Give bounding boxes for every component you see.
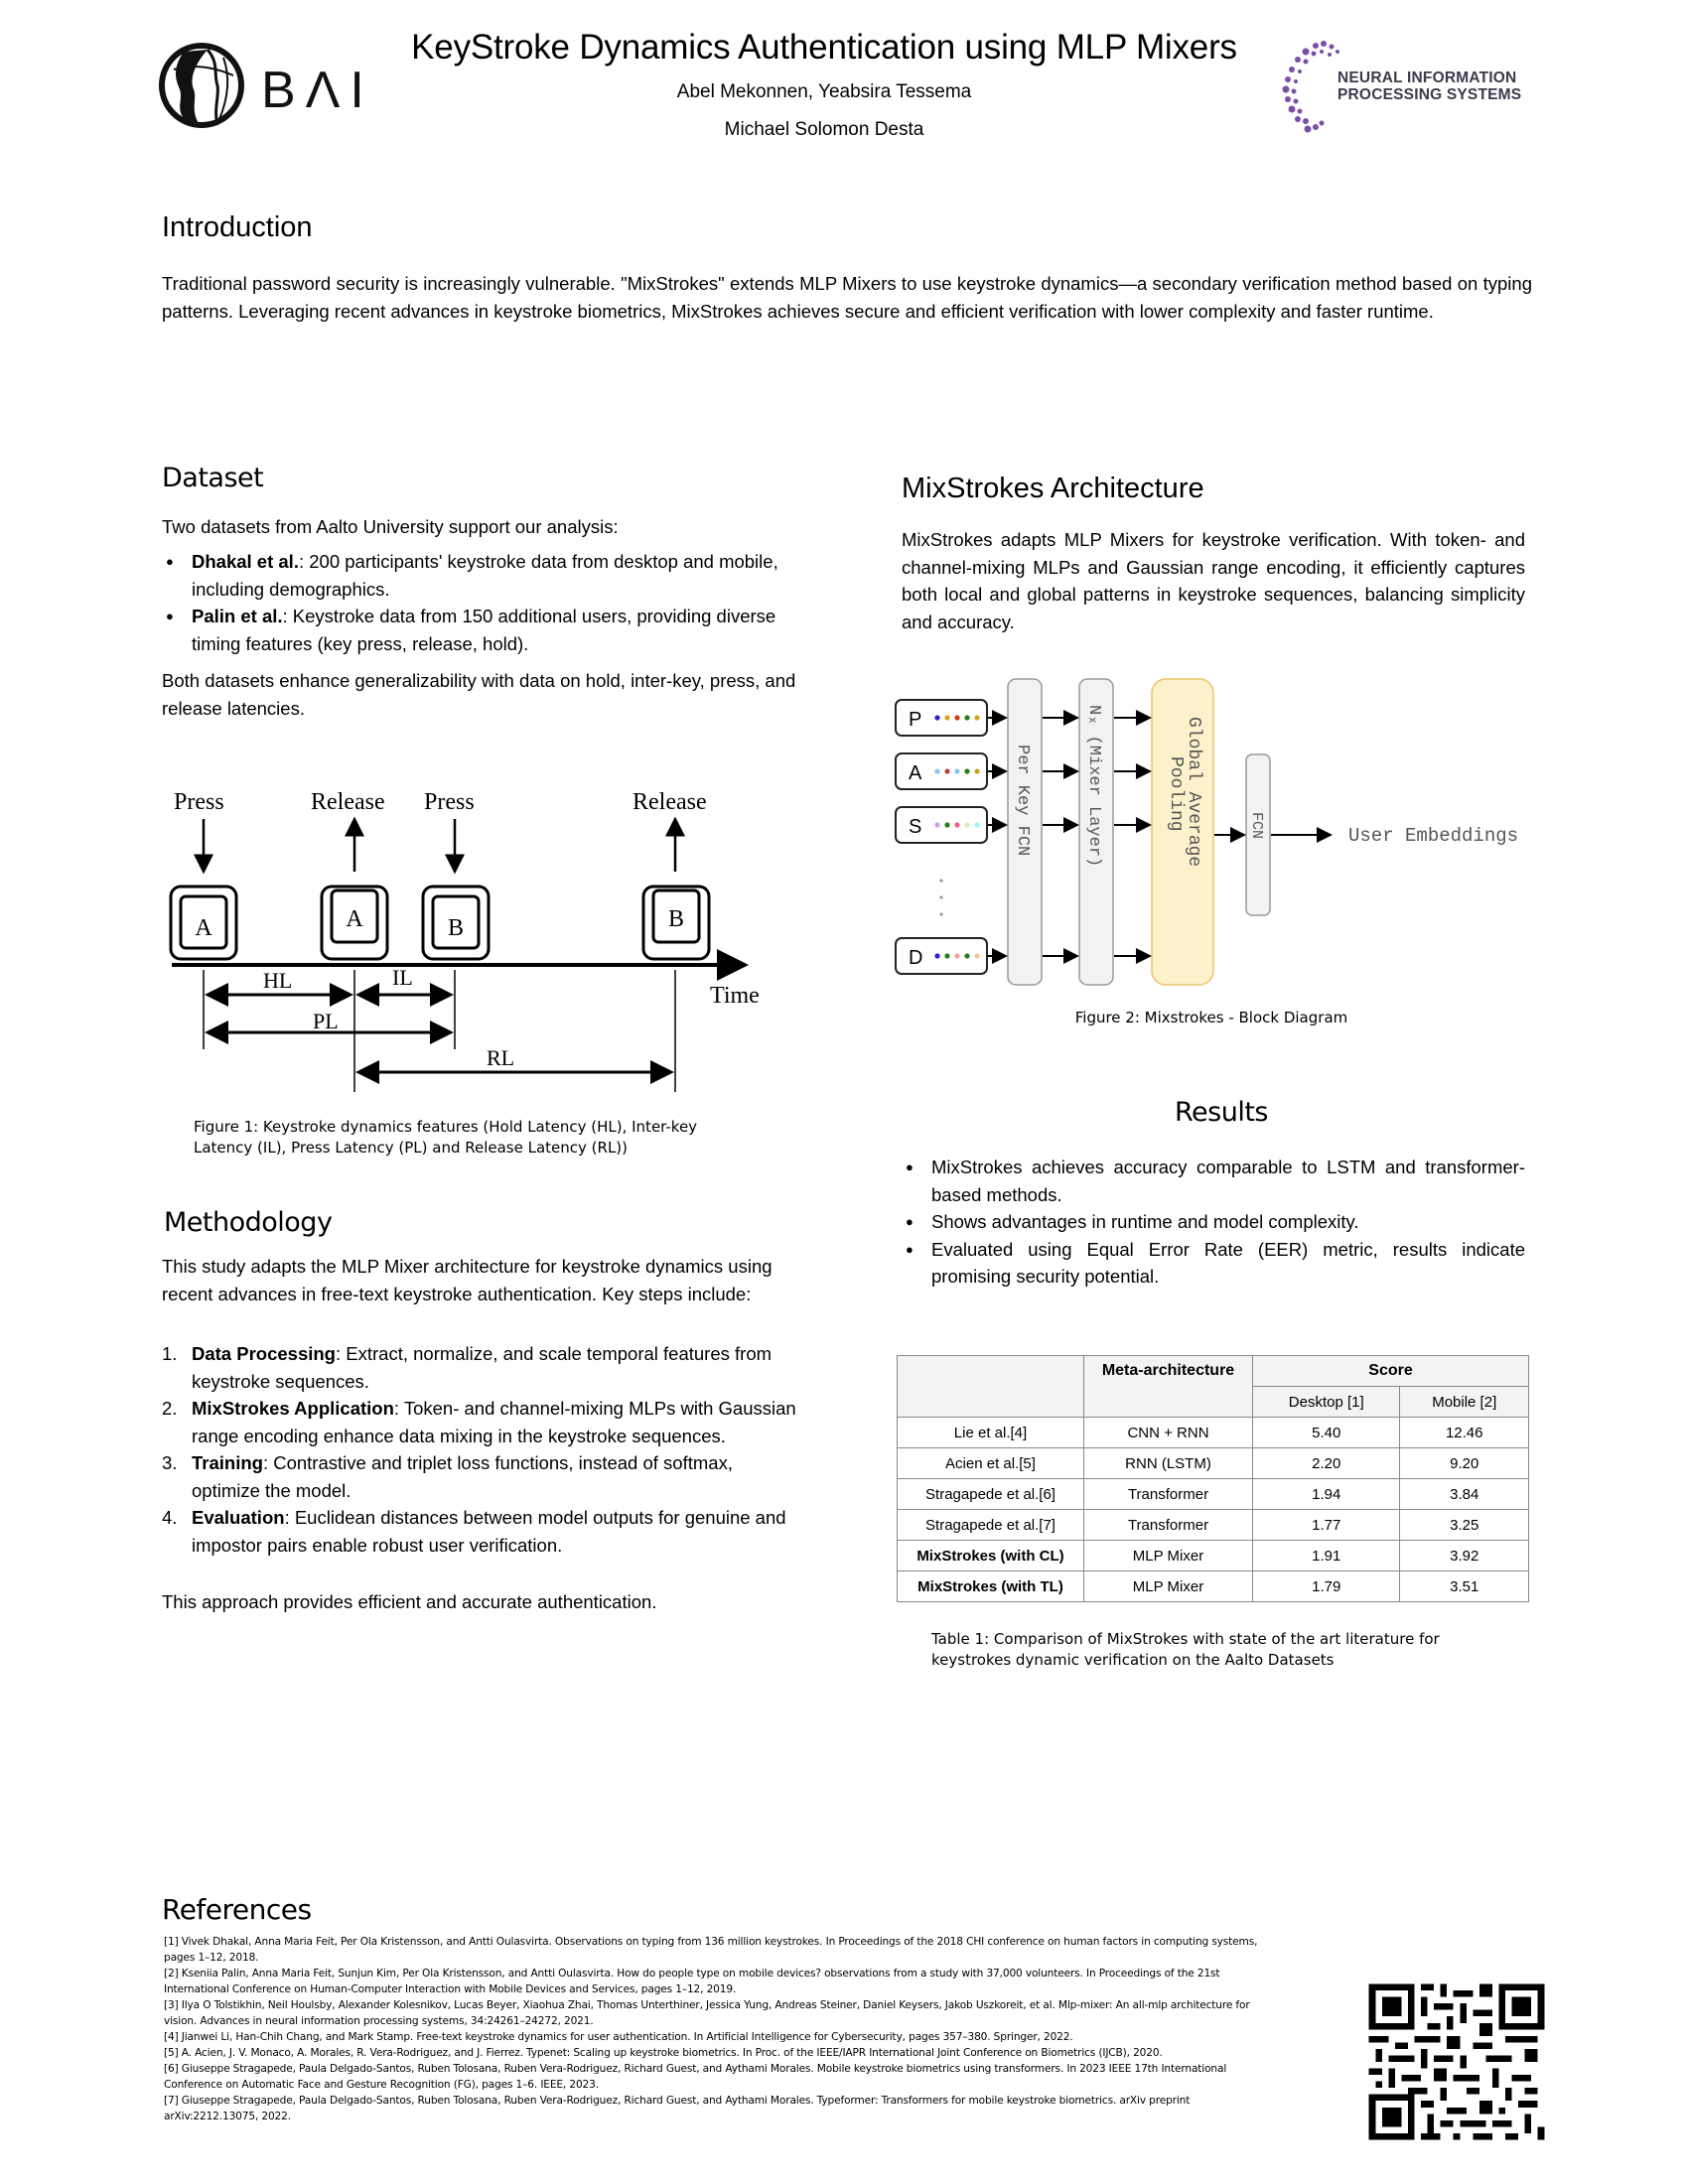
pl-label: PL bbox=[313, 1009, 339, 1033]
il-label: IL bbox=[392, 965, 413, 990]
list-item bbox=[162, 1449, 797, 1504]
mobile-score: 3.84 bbox=[1400, 1479, 1529, 1510]
key-a-pressed: A bbox=[195, 915, 212, 941]
meta-cell: RNN (LSTM) bbox=[1084, 1448, 1253, 1479]
mobile-header: Mobile [2] bbox=[1400, 1387, 1529, 1418]
neurips-logo bbox=[1276, 38, 1544, 137]
step-title: Data Processing bbox=[192, 1343, 336, 1364]
step-desc: : Extract, normalize, and scale temporal features from keystroke sequences. bbox=[192, 1343, 773, 1392]
list-item: ● Evaluated using Equal Error Rate (EER) metric, results indicate promising security potential. bbox=[902, 1236, 1525, 1291]
step-number: 2. bbox=[162, 1398, 178, 1419]
introduction-text: Traditional password security is increasingly vulnerable. "MixStrokes" extends MLP Mixers to use keystroke dynamics—a secondary verification method based on typing patterns. Leveraging recent advances in keystroke biometrics, MixStrokes achieves secure and efficient verification with lower complexity and faster runtime. bbox=[162, 273, 1532, 322]
step-desc: : Token- and channel-mixing MLPs with Gaussian range encoding enhance data mixing in the keystroke sequences. bbox=[192, 1398, 796, 1446]
references-list bbox=[164, 1934, 1281, 2124]
table-row bbox=[898, 1571, 1529, 1602]
input-key-s: S bbox=[909, 816, 922, 838]
architecture-heading: MixStrokes Architecture bbox=[902, 473, 1204, 504]
list-item bbox=[162, 1504, 797, 1559]
gap-label-line1: Global Average bbox=[1184, 717, 1203, 868]
method-cell: MixStrokes (with TL) bbox=[898, 1571, 1084, 1602]
methodology-steps bbox=[162, 1340, 797, 1559]
bai-logo bbox=[154, 40, 382, 134]
dataset-closing: Both datasets enhance generalizability with data on hold, inter-key, press, and release latencies. bbox=[162, 670, 796, 719]
mobile-score: 9.20 bbox=[1400, 1448, 1529, 1479]
step-number: 3. bbox=[162, 1452, 178, 1473]
list-item bbox=[162, 1340, 797, 1395]
table-row bbox=[898, 1418, 1529, 1448]
rl-label: RL bbox=[487, 1045, 515, 1070]
time-label: Time bbox=[710, 983, 760, 1009]
step-desc: : Contrastive and triplet loss functions, instead of softmax, optimize the model. bbox=[192, 1452, 733, 1501]
table-1-caption: Table 1: Comparison of MixStrokes with state of the art literature for keystrokes dynamic verification on the Aalto Datasets bbox=[931, 1630, 1440, 1669]
meta-cell: MLP Mixer bbox=[1084, 1541, 1253, 1571]
reference-item: [4] Jianwei Li, Han-Chih Chang, and Mark Stamp. Free-text keystroke dynamics for user authentication. In Artificial Intelligence for Cybersecurity, pages 357–380. Springer, 2022. bbox=[164, 2031, 1073, 2043]
neurips-line-1: NEURAL INFORMATION bbox=[1337, 69, 1517, 86]
reference-item: [3] Ilya O Tolstikhin, Neil Houlsby, Alexander Kolesnikov, Lucas Beyer, Xiaohua Zhai, Thomas Unterthiner, Jessica Yung, Andreas Steiner, Daniel Keysers, Jakob Uszkoreit, et al. Mlp-mixer: An all-mlp architecture for vision. Advances in neural information processing systems, 34:24261–24272, 2021. bbox=[164, 1999, 1250, 2027]
key-a-released: A bbox=[346, 906, 363, 932]
dataset-desc: : 200 participants' keystroke data from desktop and mobile, including demographics. bbox=[192, 551, 778, 600]
method-cell: Acien et al.[5] bbox=[898, 1448, 1084, 1479]
meta-cell: Transformer bbox=[1084, 1479, 1253, 1510]
fcn-label: FCN bbox=[1248, 812, 1265, 840]
list-item: ● Shows advantages in runtime and model complexity. bbox=[902, 1208, 1525, 1236]
release-label: Release bbox=[311, 789, 385, 815]
press-label: Press bbox=[174, 789, 224, 815]
table-row bbox=[898, 1541, 1529, 1571]
mobile-score: 3.25 bbox=[1400, 1510, 1529, 1541]
step-title: Training bbox=[192, 1452, 263, 1473]
qr-code[interactable] bbox=[1362, 1978, 1551, 2146]
press-label: Press bbox=[424, 789, 475, 815]
dataset-desc: : Keystroke data from 150 additional users, providing diverse timing features (key press, release, hold). bbox=[192, 606, 776, 654]
comparison-table bbox=[897, 1355, 1529, 1602]
method-cell: MixStrokes (with CL) bbox=[898, 1541, 1084, 1571]
table-row bbox=[898, 1510, 1529, 1541]
references-heading: References bbox=[162, 1893, 312, 1926]
authors-line-1: Abel Mekonnen, Yeabsira Tessema bbox=[676, 81, 972, 102]
step-number: 4. bbox=[162, 1507, 178, 1528]
release-label: Release bbox=[633, 789, 707, 815]
architecture-text: MixStrokes adapts MLP Mixers for keystroke verification. With token- and channel-mixing MLPs and Gaussian range encoding, it efficiently captures both local and global patterns in keystroke sequences, balancing simplicity and accuracy. bbox=[902, 529, 1525, 632]
input-key-p: P bbox=[909, 709, 922, 731]
desktop-score: 1.79 bbox=[1253, 1571, 1400, 1602]
desktop-header: Desktop [1] bbox=[1253, 1387, 1400, 1418]
svg-text:BΛI: BΛI bbox=[261, 62, 374, 119]
meta-cell: Transformer bbox=[1084, 1510, 1253, 1541]
per-key-fcn-label: Per Key FCN bbox=[1013, 745, 1032, 857]
neurips-line-2: PROCESSING SYSTEMS bbox=[1337, 86, 1522, 103]
key-b-pressed: B bbox=[447, 915, 465, 941]
reference-item: [5] A. Acien, J. V. Monaco, A. Morales, R. Vera-Rodriguez, and J. Fierrez. Typenet: Scaling up keystroke biometrics. In Proc. of the IEEE/IAPR International Joint Conference on Biometrics (IJCB), 2020. bbox=[164, 2047, 1163, 2059]
neurips-logo-icon bbox=[1276, 38, 1345, 137]
step-desc: : Euclidean distances between model outputs for genuine and impostor pairs enable robust user verification. bbox=[192, 1507, 786, 1556]
meta-cell: MLP Mixer bbox=[1084, 1571, 1253, 1602]
list-item bbox=[162, 603, 797, 657]
figure-1-caption: Figure 1: Keystroke dynamics features (Hold Latency (HL), Inter-key Latency (IL), Press Latency (PL) and Release Latency (RL)) bbox=[194, 1118, 698, 1157]
results-heading: Results bbox=[1175, 1097, 1268, 1128]
step-title: Evaluation bbox=[192, 1507, 285, 1528]
method-cell: Stragapede et al.[6] bbox=[898, 1479, 1084, 1510]
methodology-closing: This approach provides efficient and accurate authentication. bbox=[162, 1591, 657, 1612]
desktop-score: 1.94 bbox=[1253, 1479, 1400, 1510]
methodology-heading: Methodology bbox=[164, 1207, 333, 1238]
qr-code-icon bbox=[1362, 1978, 1551, 2146]
dataset-list bbox=[162, 548, 797, 657]
list-item bbox=[162, 548, 797, 603]
poster-title: KeyStroke Dynamics Authentication using MLP Mixers bbox=[411, 28, 1237, 67]
user-embeddings-label: User Embeddings bbox=[1348, 825, 1519, 847]
key-b-released: B bbox=[667, 906, 685, 932]
hl-label: HL bbox=[263, 968, 293, 993]
reference-item: [2] Kseniia Palin, Anna Maria Feit, Sunjun Kim, Per Ola Kristensson, and Antti Oulasvirta. How do people type on mobile devices? observations from a study with 37,000 volunteers. In Proceedings of the 21st International Conference on Human-Computer Interaction with Mobile Devices and Services, pages 1–12, 2019. bbox=[164, 1968, 1220, 1995]
desktop-score: 1.91 bbox=[1253, 1541, 1400, 1571]
introduction-heading: Introduction bbox=[162, 211, 313, 243]
mobile-score: 12.46 bbox=[1400, 1418, 1529, 1448]
desktop-score: 1.77 bbox=[1253, 1510, 1400, 1541]
mobile-score: 3.92 bbox=[1400, 1541, 1529, 1571]
desktop-score: 2.20 bbox=[1253, 1448, 1400, 1479]
reference-item: [7] Giuseppe Stragapede, Paula Delgado-Santos, Ruben Tolosana, Ruben Vera-Rodriguez, Richard Guest, and Aythami Morales. Typeformer: Transformers for mobile keystroke biometrics. arXiv preprint arXiv:2212.13075, 2022. bbox=[164, 2095, 1191, 2122]
dataset-name: Dhakal et al. bbox=[192, 551, 299, 572]
dataset-name: Palin et al. bbox=[192, 606, 283, 626]
table-row bbox=[898, 1479, 1529, 1510]
method-cell: Stragapede et al.[7] bbox=[898, 1510, 1084, 1541]
results-list bbox=[902, 1154, 1525, 1291]
list-item bbox=[162, 1395, 797, 1449]
reference-item: [1] Vivek Dhakal, Anna Maria Feit, Per Ola Kristensson, and Antti Oulasvirta. Observations on typing from 136 million keystrokes. In Proceedings of the 2018 CHI conference on human factors in computing systems, pages 1–12, 2018. bbox=[164, 1936, 1258, 1964]
input-key-d: D bbox=[909, 947, 923, 969]
mixstrokes-block-diagram bbox=[894, 675, 1529, 993]
desktop-score: 5.40 bbox=[1253, 1418, 1400, 1448]
keystroke-timing-figure bbox=[164, 774, 779, 1092]
gap-label-line2: Pooling bbox=[1166, 756, 1186, 832]
mixer-layer-label: Nₓ (Mixer Layer) bbox=[1084, 705, 1103, 868]
authors-line-2: Michael Solomon Desta bbox=[724, 119, 924, 140]
meta-architecture-header: Meta-architecture bbox=[1084, 1356, 1253, 1418]
input-key-a: A bbox=[909, 762, 922, 784]
table-row bbox=[898, 1448, 1529, 1479]
list-item: ● MixStrokes achieves accuracy comparable to LSTM and transformer-based methods. bbox=[902, 1154, 1525, 1208]
score-header: Score bbox=[1253, 1356, 1529, 1387]
dataset-lead: Two datasets from Aalto University support our analysis: bbox=[162, 516, 619, 537]
reference-item: [6] Giuseppe Stragapede, Paula Delgado-Santos, Ruben Tolosana, Ruben Vera-Rodriguez, Richard Guest, and Aythami Morales. Mobile keystroke biometrics using transformers. In 2023 IEEE 17th International Conference on Automatic Face and Gesture Recognition (FG), pages 1–6. IEEE, 2023. bbox=[164, 2063, 1227, 2091]
method-column-header bbox=[898, 1356, 1084, 1418]
method-cell: Lie et al.[4] bbox=[898, 1418, 1084, 1448]
mobile-score: 3.51 bbox=[1400, 1571, 1529, 1602]
methodology-lead: This study adapts the MLP Mixer architecture for keystroke dynamics using recent advances in free-text keystroke authentication. Key steps include: bbox=[162, 1256, 773, 1304]
step-title: MixStrokes Application bbox=[192, 1398, 394, 1419]
bai-logo-icon bbox=[154, 40, 382, 134]
meta-cell: CNN + RNN bbox=[1084, 1418, 1253, 1448]
step-number: 1. bbox=[162, 1343, 178, 1364]
dataset-heading: Dataset bbox=[162, 463, 264, 493]
figure-2-caption: Figure 2: Mixstrokes - Block Diagram bbox=[1074, 1009, 1348, 1026]
